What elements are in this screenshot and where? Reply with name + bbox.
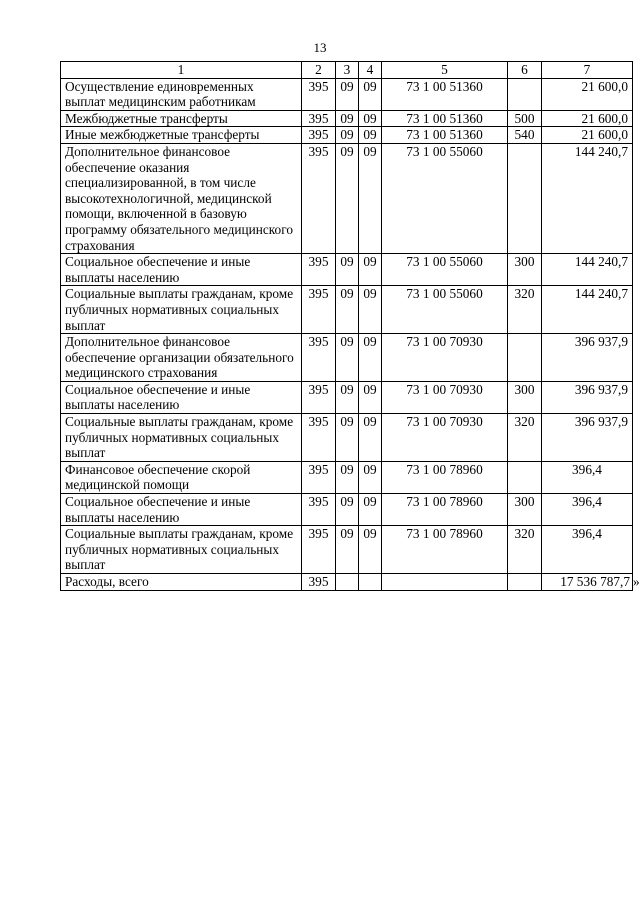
row-code: 395	[302, 334, 336, 382]
row-section: 09	[336, 414, 359, 462]
row-target: 73 1 00 70930	[382, 381, 508, 413]
row-target: 73 1 00 55060	[382, 286, 508, 334]
row-target: 73 1 00 51360	[382, 78, 508, 110]
table-row	[61, 494, 633, 526]
col-header: 2	[302, 62, 336, 79]
table-row	[61, 286, 633, 334]
col-header: 6	[508, 62, 542, 79]
row-code: 395	[302, 110, 336, 127]
row-target: 73 1 00 70930	[382, 334, 508, 382]
row-code: 395	[302, 461, 336, 493]
table-row	[61, 381, 633, 413]
row-kind: 320	[508, 526, 542, 574]
row-subsection: 09	[359, 334, 382, 382]
row-subsection: 09	[359, 414, 382, 462]
row-name: Дополнительное финансовое обеспечение организации обязательного медицинского страхования	[61, 334, 302, 382]
table-row	[61, 110, 633, 127]
row-subsection: 09	[359, 286, 382, 334]
row-code: 395	[302, 414, 336, 462]
row-amount: 144 240,7	[542, 143, 633, 253]
row-amount: 396 937,9	[542, 414, 633, 462]
row-target: 73 1 00 51360	[382, 127, 508, 144]
row-kind: 540	[508, 127, 542, 144]
row-kind	[508, 334, 542, 382]
budget-table	[60, 61, 640, 591]
row-target: 73 1 00 78960	[382, 494, 508, 526]
col-header: 3	[336, 62, 359, 79]
table-row	[61, 414, 633, 462]
row-amount: 396,4	[542, 526, 633, 574]
row-name: Социальное обеспечение и иные выплаты населению	[61, 254, 302, 286]
row-code: 395	[302, 78, 336, 110]
row-name: Социальное обеспечение и иные выплаты населению	[61, 494, 302, 526]
row-kind	[508, 461, 542, 493]
row-target: 73 1 00 55060	[382, 143, 508, 253]
row-name: Расходы, всего	[61, 574, 302, 591]
page-number: 13	[313, 40, 327, 55]
col-header: 1	[61, 62, 302, 79]
row-name: Дополнительное финансовое обеспечение оказания специализированной, в том числе высокотехнологичной, медицинской помощи, включенной в базовую программу обязательного медицинского страхования	[61, 143, 302, 253]
row-kind: 300	[508, 254, 542, 286]
row-section: 09	[336, 143, 359, 253]
row-code: 395	[302, 526, 336, 574]
table-row	[61, 254, 633, 286]
total-amount-cell	[542, 574, 640, 591]
row-kind: 320	[508, 414, 542, 462]
row-name: Иные межбюджетные трансферты	[61, 127, 302, 144]
row-subsection: 09	[359, 143, 382, 253]
table-row	[61, 461, 633, 493]
row-code: 395	[302, 574, 336, 591]
table-row	[61, 526, 633, 574]
row-subsection: 09	[359, 110, 382, 127]
row-subsection: 09	[359, 127, 382, 144]
row-amount: 144 240,7	[542, 254, 633, 286]
row-subsection: 09	[359, 494, 382, 526]
row-subsection	[359, 574, 382, 591]
row-target: 73 1 00 70930	[382, 414, 508, 462]
col-header: 5	[382, 62, 508, 79]
row-amount: 144 240,7	[542, 286, 633, 334]
row-amount: 396 937,9	[542, 334, 633, 382]
row-code: 395	[302, 381, 336, 413]
row-section	[336, 574, 359, 591]
row-target	[382, 574, 508, 591]
row-code: 395	[302, 127, 336, 144]
row-name: Межбюджетные трансферты	[61, 110, 302, 127]
row-subsection: 09	[359, 461, 382, 493]
row-target: 73 1 00 78960	[382, 461, 508, 493]
row-section: 09	[336, 461, 359, 493]
row-section: 09	[336, 254, 359, 286]
total-amount: 17 536 787,7	[560, 574, 630, 589]
row-kind: 320	[508, 286, 542, 334]
row-target: 73 1 00 55060	[382, 254, 508, 286]
header-row	[61, 62, 633, 79]
row-section: 09	[336, 334, 359, 382]
row-amount: 21 600,0	[542, 78, 633, 110]
row-section: 09	[336, 381, 359, 413]
row-subsection: 09	[359, 526, 382, 574]
row-subsection: 09	[359, 78, 382, 110]
row-amount: 396,4	[542, 461, 633, 493]
total-row	[61, 574, 633, 591]
row-kind: 300	[508, 381, 542, 413]
row-amount: 396,4	[542, 494, 633, 526]
row-name: Финансовое обеспечение скорой медицинской помощи	[61, 461, 302, 493]
row-kind	[508, 78, 542, 110]
row-name: Социальные выплаты гражданам, кроме публичных нормативных социальных выплат	[61, 526, 302, 574]
table-row	[61, 334, 633, 382]
row-section: 09	[336, 526, 359, 574]
table-row	[61, 127, 633, 144]
row-section: 09	[336, 494, 359, 526]
row-name: Социальные выплаты гражданам, кроме публичных нормативных социальных выплат	[61, 286, 302, 334]
row-code: 395	[302, 143, 336, 253]
row-code: 395	[302, 494, 336, 526]
row-kind	[508, 143, 542, 253]
row-section: 09	[336, 127, 359, 144]
row-amount: 21 600,0	[542, 110, 633, 127]
row-subsection: 09	[359, 381, 382, 413]
row-kind: 300	[508, 494, 542, 526]
col-header: 4	[359, 62, 382, 79]
row-amount: 396 937,9	[542, 381, 633, 413]
row-target: 73 1 00 78960	[382, 526, 508, 574]
col-header: 7	[542, 62, 633, 79]
row-name: Осуществление единовременных выплат медицинским работникам	[61, 78, 302, 110]
row-name: Социальные выплаты гражданам, кроме публичных нормативных социальных выплат	[61, 414, 302, 462]
row-name: Социальное обеспечение и иные выплаты населению	[61, 381, 302, 413]
row-kind: 500	[508, 110, 542, 127]
row-code: 395	[302, 286, 336, 334]
table-row	[61, 143, 633, 253]
row-amount: 21 600,0	[542, 127, 633, 144]
closing-quote: »	[633, 574, 640, 589]
row-subsection: 09	[359, 254, 382, 286]
table-row	[61, 78, 633, 110]
row-kind	[508, 574, 542, 591]
row-section: 09	[336, 78, 359, 110]
row-target: 73 1 00 51360	[382, 110, 508, 127]
row-section: 09	[336, 286, 359, 334]
row-code: 395	[302, 254, 336, 286]
row-section: 09	[336, 110, 359, 127]
